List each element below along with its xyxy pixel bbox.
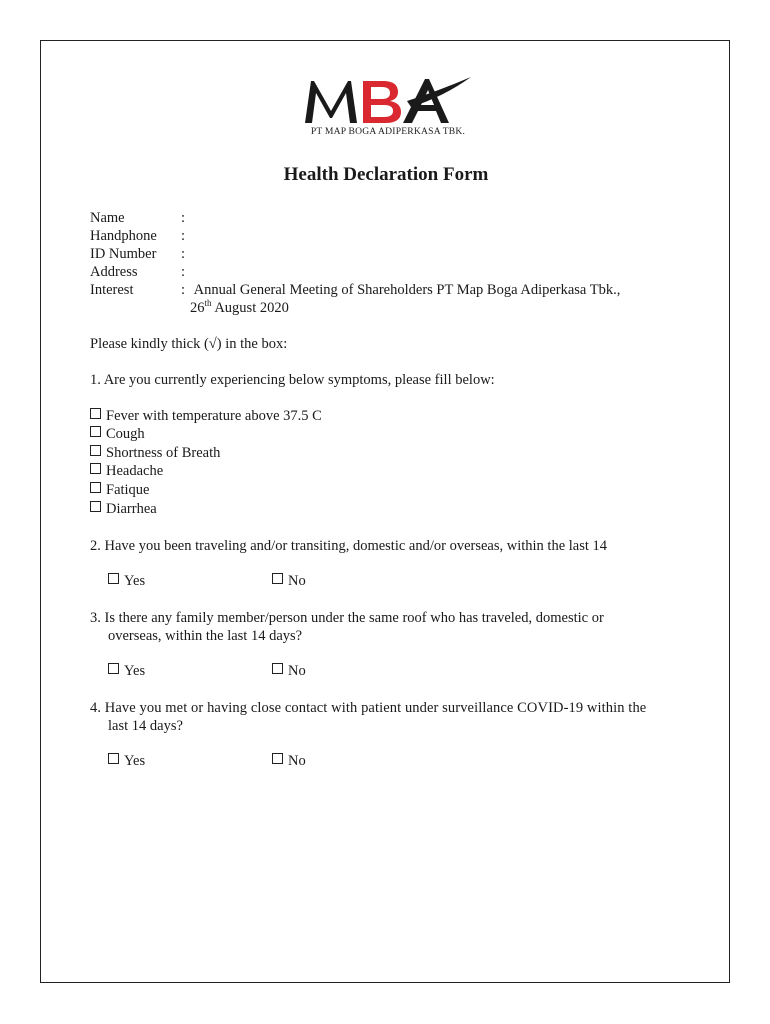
- option-label: Headache: [106, 463, 164, 479]
- form-title: Health Declaration Form: [283, 164, 489, 185]
- option-label: No: [288, 573, 306, 589]
- document-page: [40, 40, 730, 983]
- date-suffix: th: [204, 298, 212, 308]
- question-4-line-2: last 14 days?: [108, 718, 183, 734]
- option-label: Yes: [124, 573, 146, 589]
- field-colon: :: [181, 246, 186, 262]
- option-label: Diarrhea: [106, 501, 157, 517]
- checkbox-icon[interactable]: [108, 753, 119, 764]
- mba-logo-mark: [303, 71, 473, 127]
- question-3-line-1: 3. Is there any family member/person under the same roof who has traveled, domestic or: [90, 610, 604, 626]
- interest-text: Annual General Meeting of Shareholders PT Map Boga Adiperkasa Tbk.,: [193, 282, 621, 298]
- field-colon: :: [181, 210, 186, 226]
- question-3-line-2: overseas, within the last 14 days?: [108, 628, 303, 644]
- question-4-line-1: 4. Have you met or having close contact with patient under surveillance COVID-19 within the: [90, 700, 647, 716]
- q3-yes-option[interactable]: [108, 662, 145, 680]
- field-colon: :: [181, 282, 186, 298]
- option-label: Fatique: [106, 482, 150, 498]
- date-rest: August 2020: [211, 300, 289, 316]
- checkbox-icon[interactable]: [108, 663, 119, 674]
- checkbox-icon[interactable]: [272, 573, 283, 584]
- checkbox-icon[interactable]: [272, 663, 283, 674]
- checkbox-icon[interactable]: [90, 408, 101, 419]
- option-label: Cough: [106, 426, 145, 442]
- checkbox-icon[interactable]: [90, 501, 101, 512]
- field-label: Handphone: [90, 228, 157, 244]
- field-label: Address: [90, 264, 138, 280]
- field-colon: :: [181, 228, 186, 244]
- checkbox-icon[interactable]: [108, 573, 119, 584]
- logo-subtitle: PT MAP BOGA ADIPERKASA TBK.: [310, 126, 466, 137]
- question-2: 2. Have you been traveling and/or transiting, domestic and/or overseas, within the last 14: [90, 538, 608, 554]
- company-logo: [303, 71, 473, 145]
- field-value: [190, 281, 620, 299]
- question-1: 1. Are you currently experiencing below symptoms, please fill below:: [90, 372, 495, 388]
- checkbox-icon[interactable]: [90, 482, 101, 493]
- option-label: Shortness of Breath: [106, 445, 221, 461]
- checkbox-icon[interactable]: [90, 445, 101, 456]
- symptom-diarrhea[interactable]: [90, 500, 157, 518]
- symptom-cough[interactable]: [90, 425, 145, 443]
- option-label: No: [288, 663, 306, 679]
- field-label: Interest: [90, 282, 134, 298]
- q4-yes-option[interactable]: [108, 752, 145, 770]
- interest-date: [190, 299, 289, 317]
- field-label: ID Number: [90, 246, 157, 262]
- symptom-fever[interactable]: [90, 407, 322, 425]
- checkbox-icon[interactable]: [272, 753, 283, 764]
- field-colon: :: [181, 264, 186, 280]
- symptom-fatique[interactable]: [90, 481, 150, 499]
- checkbox-icon[interactable]: [90, 426, 101, 437]
- q4-no-option[interactable]: [272, 752, 306, 770]
- field-label: Name: [90, 210, 125, 226]
- symptom-headache[interactable]: [90, 462, 163, 480]
- date-day: 26: [190, 300, 205, 316]
- symptom-shortness-of-breath[interactable]: [90, 444, 220, 462]
- option-label: Yes: [124, 753, 146, 769]
- checkbox-icon[interactable]: [90, 463, 101, 474]
- q2-yes-option[interactable]: [108, 572, 145, 590]
- option-label: No: [288, 753, 306, 769]
- q2-no-option[interactable]: [272, 572, 306, 590]
- instruction-text: Please kindly thick (√) in the box:: [90, 336, 288, 352]
- option-label: Fever with temperature above 37.5 C: [106, 408, 322, 424]
- q3-no-option[interactable]: [272, 662, 306, 680]
- option-label: Yes: [124, 663, 146, 679]
